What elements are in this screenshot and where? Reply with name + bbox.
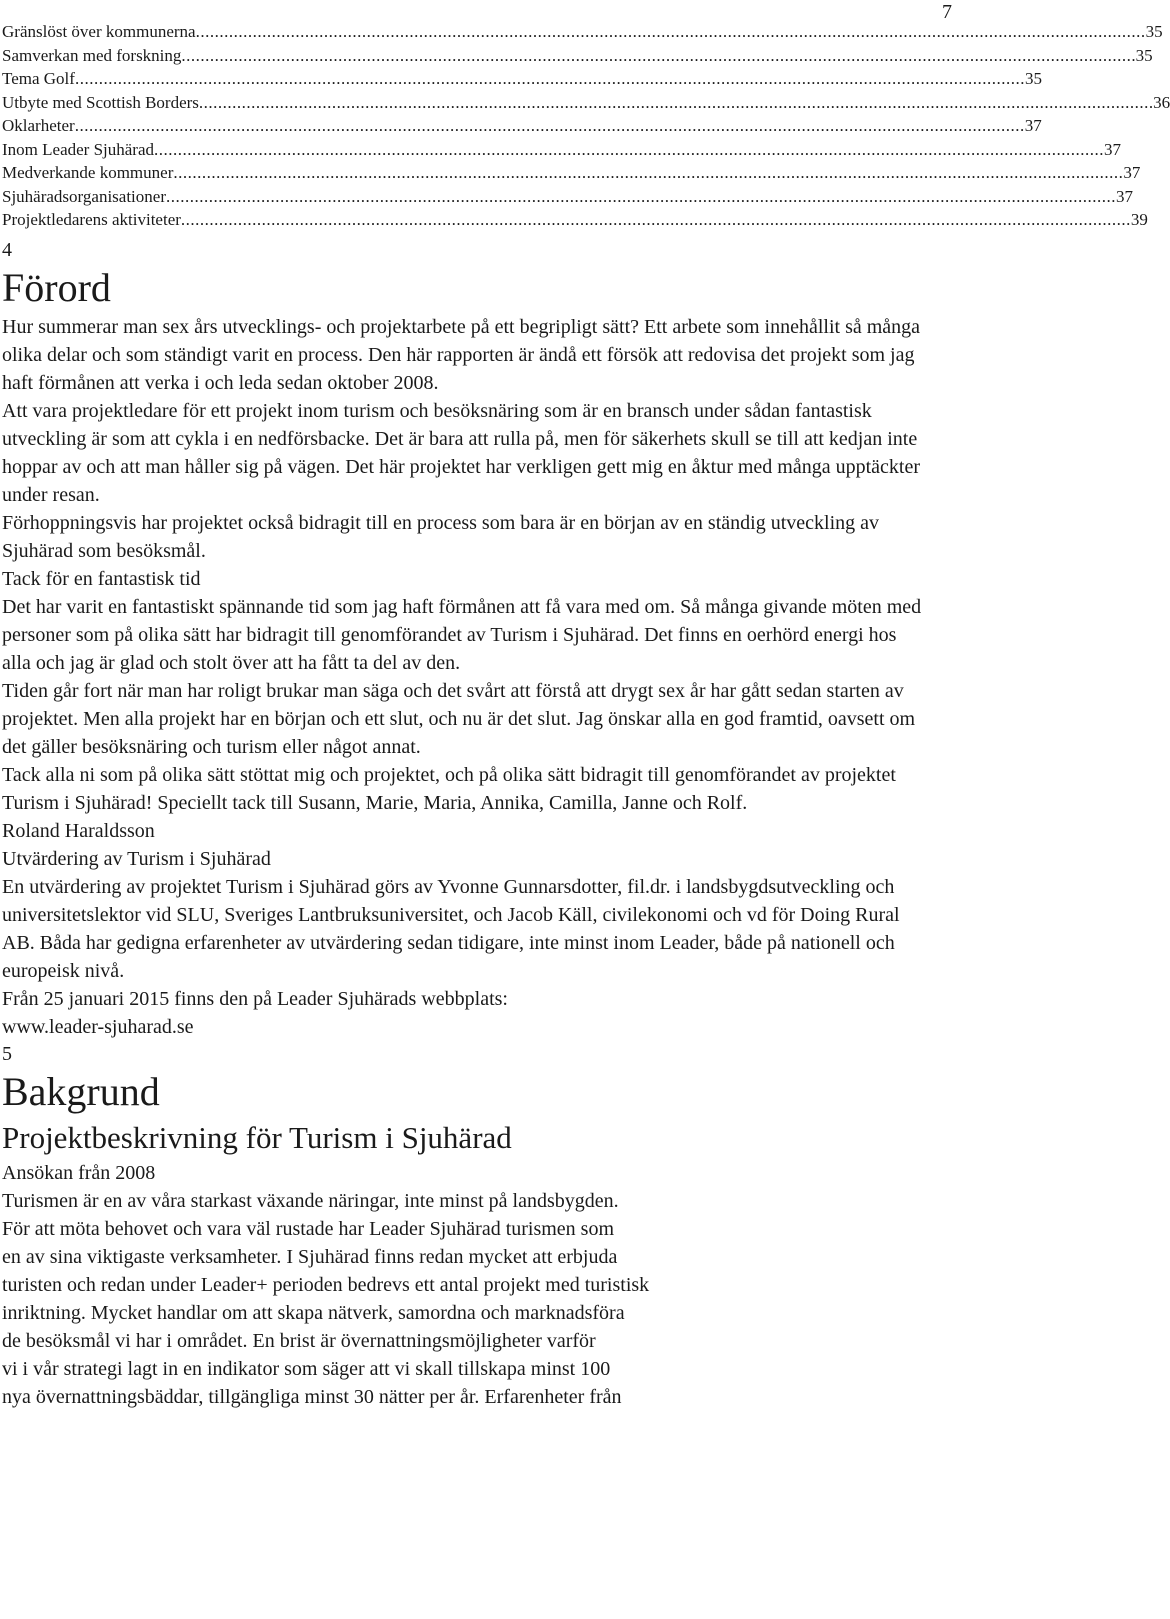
toc-dot-leader: ........................................................................................................................................................................................................ bbox=[180, 210, 1131, 229]
subheading-thanks: Tack för en fantastisk tid bbox=[2, 568, 201, 590]
signature-name: Roland Haraldsson bbox=[2, 820, 155, 842]
toc-entry[interactable] bbox=[2, 67, 1042, 91]
paragraph: Det har varit en fantastiskt spännande tid som jag haft förmånen att få vara med om. Så många givande möten med personer som på olika sätt har bidragit till genomförandet av Turism i Sjuhärad. Det finns en oerhörd energi hos alla och jag är glad och stolt över att ha fått ta del av den. bbox=[2, 596, 922, 674]
text-line: turisten och redan under Leader+ perioden bedrevs ett antal projekt med turistisk bbox=[2, 1274, 650, 1296]
toc-entry-title: Medverkande kommuner bbox=[2, 163, 174, 182]
paragraph: En utvärdering av projektet Turism i Sjuhärad görs av Yvonne Gunnarsdotter, fil.dr. i landsbygdsutveckling och universitetslektor vid SLU, Sveriges Lantbruksuniversitet, och Jacob Käll, civilekonomi och vd för Doing Rural AB. Båda har gedigna erfarenheter av utvärdering sedan tidigare, inte minst inom Leader, både på nationell och europeisk nivå. bbox=[2, 876, 900, 982]
toc-entry-title: Samverkan med forskning bbox=[2, 45, 182, 65]
text-line: de besöksmål vi har i området. En brist är övernattningsmöjligheter varför bbox=[2, 1330, 596, 1352]
document-body bbox=[2, 237, 922, 1411]
section-subheading: Projektbeskrivning för Turism i Sjuhärad bbox=[2, 1120, 512, 1155]
toc-entry[interactable] bbox=[2, 185, 1133, 209]
toc-dot-leader: ........................................................................................................................................................................................................ bbox=[195, 22, 1146, 41]
toc-dot-leader: ........................................................................................................................................................................................................ bbox=[74, 116, 1025, 135]
toc-entry[interactable] bbox=[2, 20, 1163, 44]
toc-entry-title: Oklarheter bbox=[2, 116, 75, 135]
toc-entry-title: Gränslöst över kommunerna bbox=[2, 22, 196, 41]
toc-entry-page: .36 bbox=[1148, 92, 1170, 112]
text-line: inriktning. Mycket handlar om att skapa nätverk, samordna och marknadsföra bbox=[2, 1302, 625, 1324]
toc-entry-page: 39 bbox=[1130, 210, 1148, 229]
toc-entry-page: 37 bbox=[1115, 186, 1133, 206]
website-link[interactable]: www.leader-sjuharad.se bbox=[2, 1016, 194, 1038]
toc-dot-leader: ........................................................................................................................................................................................................ bbox=[198, 92, 1149, 112]
paragraph: Tack alla ni som på olika sätt stöttat mig och projektet, och på olika sätt bidragit till genomförandet av projektet Turism i Sjuhärad! Speciellt tack till Susann, Marie, Maria, Annika, Camilla, Janne och Rolf. bbox=[2, 764, 896, 814]
toc-entry-page: 37 bbox=[1024, 116, 1042, 135]
toc-entry[interactable] bbox=[2, 208, 1148, 232]
table-of-contents bbox=[2, 20, 1170, 232]
toc-dot-leader: ........................................................................................................................................................................................................ bbox=[154, 139, 1104, 159]
text-line: en av sina viktigaste verksamheter. I Sjuhärad finns redan mycket att erbjuda bbox=[2, 1246, 618, 1268]
paragraph: Från 25 januari 2015 finns den på Leader Sjuhärads webbplats: bbox=[2, 988, 508, 1010]
toc-dot-leader: ........................................................................................................................................................................................................ bbox=[74, 69, 1025, 88]
paragraph: Tiden går fort när man har roligt brukar man säga och det svårt att förstå att drygt sex år har gått sedan starten av projektet. Men alla projekt har en början och ett slut, och nu är det slut. Jag önskar alla en god framtid, oavsett om det gäller besöksnäring och turism eller något annat. bbox=[2, 680, 916, 758]
text-line: nya övernattningsbäddar, tillgängliga minst 30 nätter per år. Erfarenheter från bbox=[2, 1386, 622, 1408]
section-heading-forord: Förord bbox=[2, 265, 111, 310]
background-text bbox=[2, 1187, 802, 1411]
toc-entry[interactable] bbox=[2, 161, 1141, 185]
toc-entry[interactable] bbox=[2, 138, 1121, 162]
subheading-evaluation: Utvärdering av Turism i Sjuhärad bbox=[2, 848, 271, 870]
toc-entry-title: Tema Golf bbox=[2, 69, 75, 88]
text-line: För att möta behovet och vara väl rustade har Leader Sjuhärad turismen som bbox=[2, 1218, 615, 1240]
toc-entry[interactable] bbox=[2, 91, 1170, 115]
toc-entry-page: 35 bbox=[1145, 22, 1163, 41]
toc-entry-title: Projektledarens aktiviteter bbox=[2, 210, 181, 229]
section-number: 5 bbox=[2, 1043, 12, 1065]
toc-entry-page: 37 bbox=[1104, 139, 1121, 159]
toc-entry-page: 37 bbox=[1123, 163, 1141, 182]
toc-dot-leader: ........................................................................................................................................................................................................ bbox=[165, 186, 1116, 206]
toc-entry-title: Inom Leader Sjuhärad bbox=[2, 139, 154, 159]
text-line: vi i vår strategi lagt in en indikator som säger att vi skall tillskapa minst 100 bbox=[2, 1358, 611, 1380]
section-heading-bakgrund: Bakgrund bbox=[2, 1069, 160, 1114]
toc-entry-page: .35 bbox=[1131, 45, 1153, 65]
toc-entry-title: Utbyte med Scottish Borders bbox=[2, 92, 199, 112]
page-number: 7 bbox=[942, 1, 952, 23]
paragraph: Att vara projektledare för ett projekt inom turism och besöksnäring som är en bransch under sådan fantastisk utveckling är som att cykla i en nedförsbacke. Det är bara att rulla på, men för säkerhets skull se till att kedjan inte hoppar av och att man håller sig på vägen. Det här projektet har verkligen gett mig en åktur med många upptäckter under resan. bbox=[2, 400, 920, 506]
toc-entry[interactable] bbox=[2, 114, 1042, 138]
paragraph: Förhoppningsvis har projektet också bidragit till en process som bara är en början av en ständig utveckling av Sjuhärad som besöksmål. bbox=[2, 512, 880, 562]
paragraph: Hur summerar man sex års utvecklings- och projektarbete på ett begripligt sätt? Ett arbete som innehållit så många olika delar och som ständigt varit en process. Den här rapporten är ändå ett försök att redovisa det projekt som jag haft förmånen att verka i och leda sedan oktober 2008. bbox=[2, 316, 921, 394]
toc-dot-leader: ........................................................................................................................................................................................................ bbox=[181, 45, 1132, 65]
application-label: Ansökan från 2008 bbox=[2, 1162, 156, 1184]
toc-entry-page: 35 bbox=[1024, 69, 1042, 88]
toc-entry-title: Sjuhäradsorganisationer bbox=[2, 186, 166, 206]
toc-entry[interactable] bbox=[2, 44, 1153, 68]
toc-dot-leader: ........................................................................................................................................................................................................ bbox=[173, 163, 1124, 182]
section-number: 4 bbox=[2, 239, 12, 261]
text-line: Turismen är en av våra starkast växande näringar, inte minst på landsbygden. bbox=[2, 1190, 619, 1212]
